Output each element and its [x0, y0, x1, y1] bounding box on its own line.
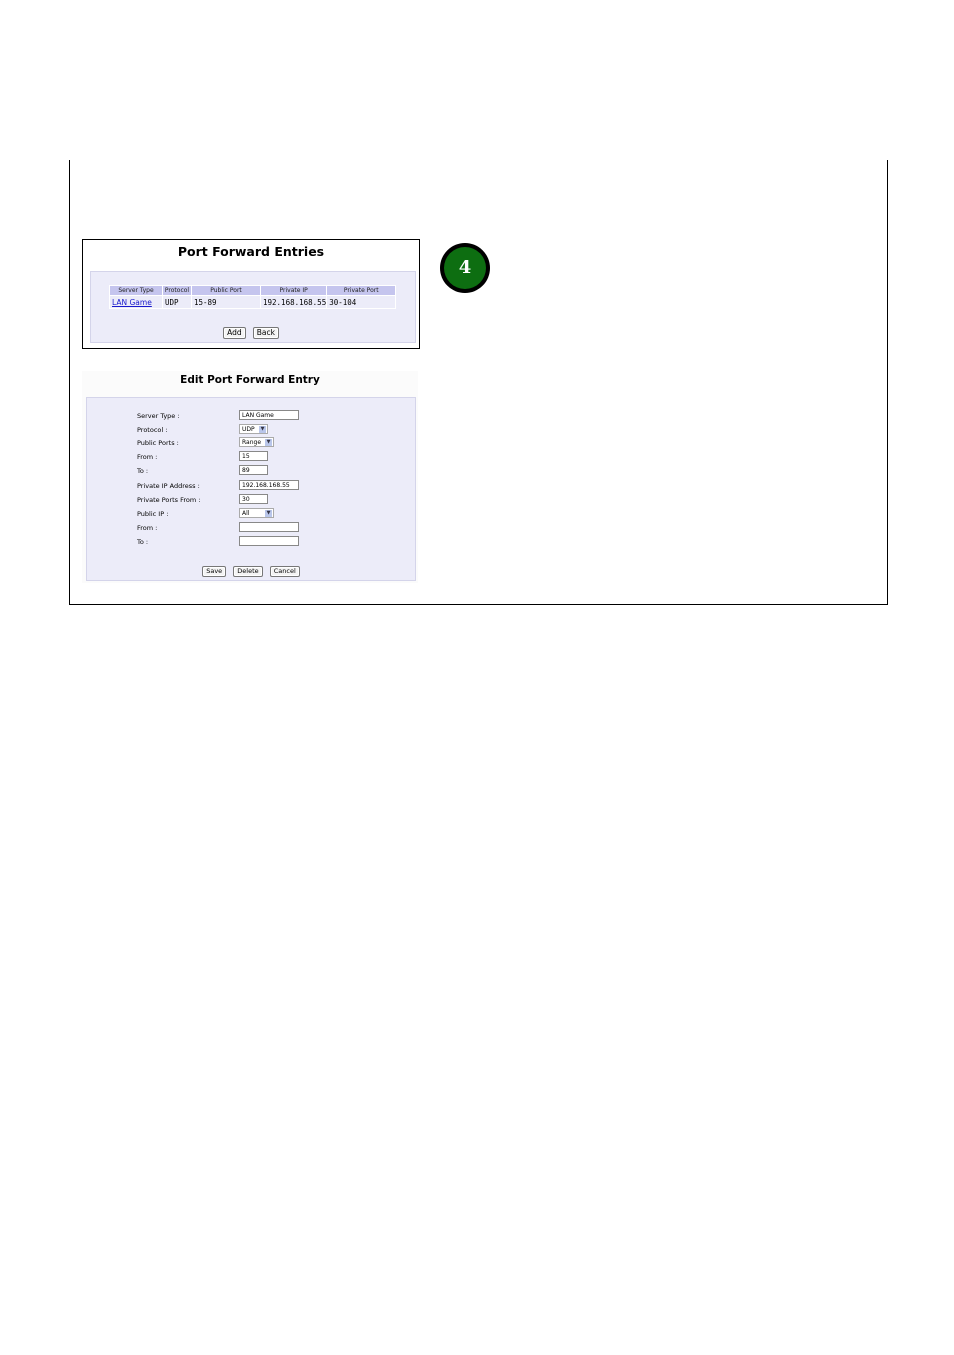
column-header: Private IP [261, 286, 327, 296]
cancel-button[interactable]: Cancel [270, 566, 300, 577]
field-label: Public IP : [137, 510, 169, 518]
column-header: Server Type [110, 286, 163, 296]
edit-form [86, 397, 416, 581]
save-button[interactable]: Save [202, 566, 226, 577]
chevron-down-icon: ▼ [260, 426, 265, 432]
step-number-badge [440, 243, 490, 293]
field-label: To : [137, 538, 149, 546]
back-button[interactable]: Back [253, 327, 279, 339]
server-type-input[interactable]: LAN Game [239, 410, 299, 420]
select-value: All [242, 510, 250, 517]
add-button[interactable]: Add [223, 327, 246, 339]
field-label: Public Ports : [137, 439, 179, 447]
public-ports-select[interactable] [239, 437, 274, 447]
field-label: From : [137, 453, 158, 461]
column-header: Public Port [192, 286, 261, 296]
entries-table [109, 285, 396, 309]
delete-button[interactable]: Delete [233, 566, 262, 577]
field-label: Private Ports From : [137, 496, 201, 504]
table-header-row [110, 286, 396, 296]
panel-title: Edit Port Forward Entry [180, 374, 320, 386]
select-value: UDP [242, 426, 255, 433]
private-port-cell: 30-104 [327, 296, 396, 309]
step-number: 4 [444, 247, 486, 289]
select-value: Range [242, 439, 262, 446]
port-forward-entries-panel [82, 239, 420, 349]
field-label: Protocol : [137, 426, 168, 434]
entries-button-bar [83, 320, 419, 339]
private-ip-cell: 192.168.168.55 [261, 296, 327, 309]
column-header: Protocol [163, 286, 192, 296]
public-to-input[interactable] [239, 536, 299, 546]
public-port-cell: 15-89 [192, 296, 261, 309]
edit-port-forward-entry-panel [82, 371, 418, 583]
edit-button-bar [87, 558, 415, 577]
private-ip-input[interactable]: 192.168.168.55 [239, 480, 299, 490]
private-ports-from-input[interactable]: 30 [239, 494, 268, 504]
to-input[interactable]: 89 [239, 465, 268, 475]
field-label: From : [137, 524, 158, 532]
field-label: To : [137, 467, 149, 475]
server-type-link[interactable]: LAN Game [110, 296, 163, 309]
public-ip-select[interactable] [239, 508, 274, 518]
field-label: Private IP Address : [137, 482, 200, 490]
table-row [110, 296, 396, 309]
protocol-cell: UDP [163, 296, 192, 309]
public-from-input[interactable] [239, 522, 299, 532]
column-header: Private Port [327, 286, 396, 296]
panel-title: Port Forward Entries [177, 244, 325, 259]
from-input[interactable]: 15 [239, 451, 268, 461]
protocol-select[interactable] [239, 424, 268, 434]
chevron-down-icon: ▼ [266, 439, 271, 445]
chevron-down-icon: ▼ [266, 510, 271, 516]
field-label: Server Type : [137, 412, 180, 420]
